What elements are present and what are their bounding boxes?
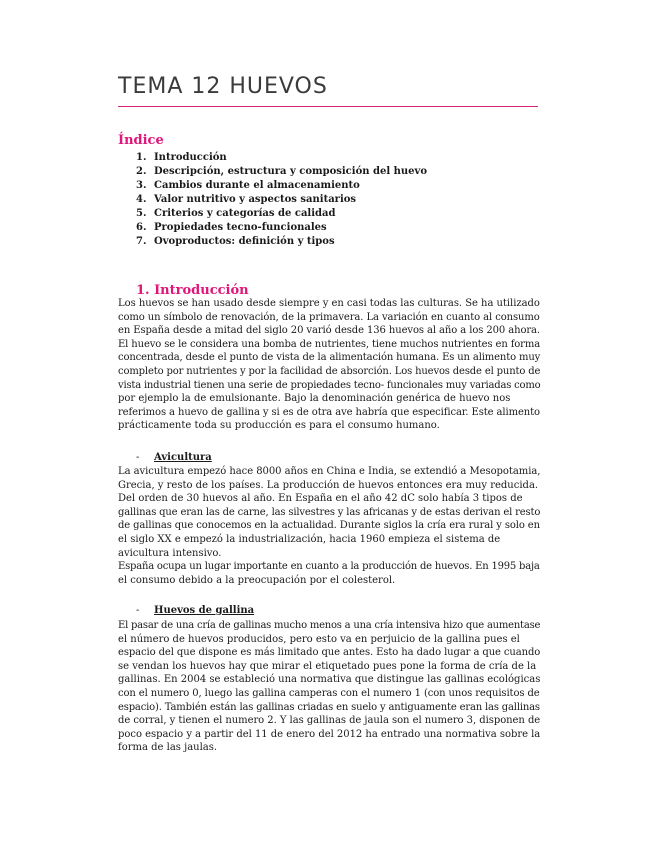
toc-item: 6. Propiedades tecno-funcionales [136, 222, 327, 233]
toc-item: 1. Introducción [136, 152, 227, 163]
toc-item: 5. Criterios y categorías de calidad [136, 208, 336, 219]
section-heading-introduccion: 1. Introducción [136, 283, 249, 298]
toc-item: 4. Valor nutritivo y aspectos sanitarios [136, 194, 357, 205]
intro-paragraph: Los huevos se han usado desde siempre y en casi todas las culturas. Se ha utilizado como un símbolo de renovación, de la primavera. La variación en cuanto al consumo en España desde a mitad del siglo 20 varió desde 136 huevos al año a los 200 ahora. El huevo se le considera una bomba de nutrientes, tiene muchos nutrientes en forma concentrada, desde el punto de vista de la alimentación humana. Es un alimento muy completo por nutrientes y por la facilidad de absorción. Los huevos desde el punto de vista industrial tienen una serie de propiedades tecno- funcionales muy variadas como por ejemplo la de emulsionante. Bajo la denominación genérica de huevo nos referimos a huevo de gallina y si es de otra ave habría que especificar. Este alimento prácticamente toda su producción es para el consumo humano. [118, 298, 541, 432]
title-underline-rule [118, 106, 538, 107]
page-title: TEMA 12 HUEVOS [118, 74, 328, 99]
subsection-heading-huevos-de-gallina: - Huevos de gallina [136, 605, 255, 616]
toc-item: 7. Ovoproductos: definición y tipos [136, 236, 335, 247]
toc-item: 2. Descripción, estructura y composición del huevo [136, 166, 428, 177]
table-of-contents [136, 151, 427, 249]
index-heading: Índice [118, 133, 164, 148]
avicultura-paragraph: La avicultura empezó hace 8000 años en China e India, se extendió a Mesopotamia, Grecia, y resto de los países. La producción de huevos entonces era muy reducida. Del orden de 30 huevos al año. En España en el año 42 dC solo había 3 tipos de gallinas que eran las de carne, las silvestres y las africanas y de estas derivan el resto de gallinas que conocemos en la actualidad. Durante siglos la cría era rural y solo en el siglo XX e empezó la industrialización, hacia 1960 empieza el sistema de avicultura intensivo. España ocupa un lugar importante en cuanto a la producción de huevos. En 1995 baja el consumo debido a la preocupación por el colesterol. [118, 466, 541, 586]
toc-item: 3. Cambios durante el almacenamiento [136, 180, 360, 191]
subsection-heading-avicultura: - Avicultura [136, 452, 212, 463]
gallina-paragraph: El pasar de una cría de gallinas mucho menos a una cría intensiva hizo que aumentase el número de huevos producidos, pero esto va en perjuicio de la gallina pues el espacio del que dispone es más limitado que antes. Esto ha dado lugar a que cuando se vendan los huevos hay que mirar el etiquetado pues pone la forma de cría de la gallinas. En 2004 se estableció una normativa que distingue las gallinas ecológicas con el numero 0, luego las gallina camperas con el numero 1 (con unos requisitos de espacio). También están las gallinas criadas en suelo y antiguamente eran las gallinas de corral, y tienen el numero 2. Y las gallinas de jaula son el numero 3, disponen de poco espacio y a partir del 11 de enero del 2012 ha entrado una normativa sobre la forma de las jaulas. [118, 620, 541, 754]
